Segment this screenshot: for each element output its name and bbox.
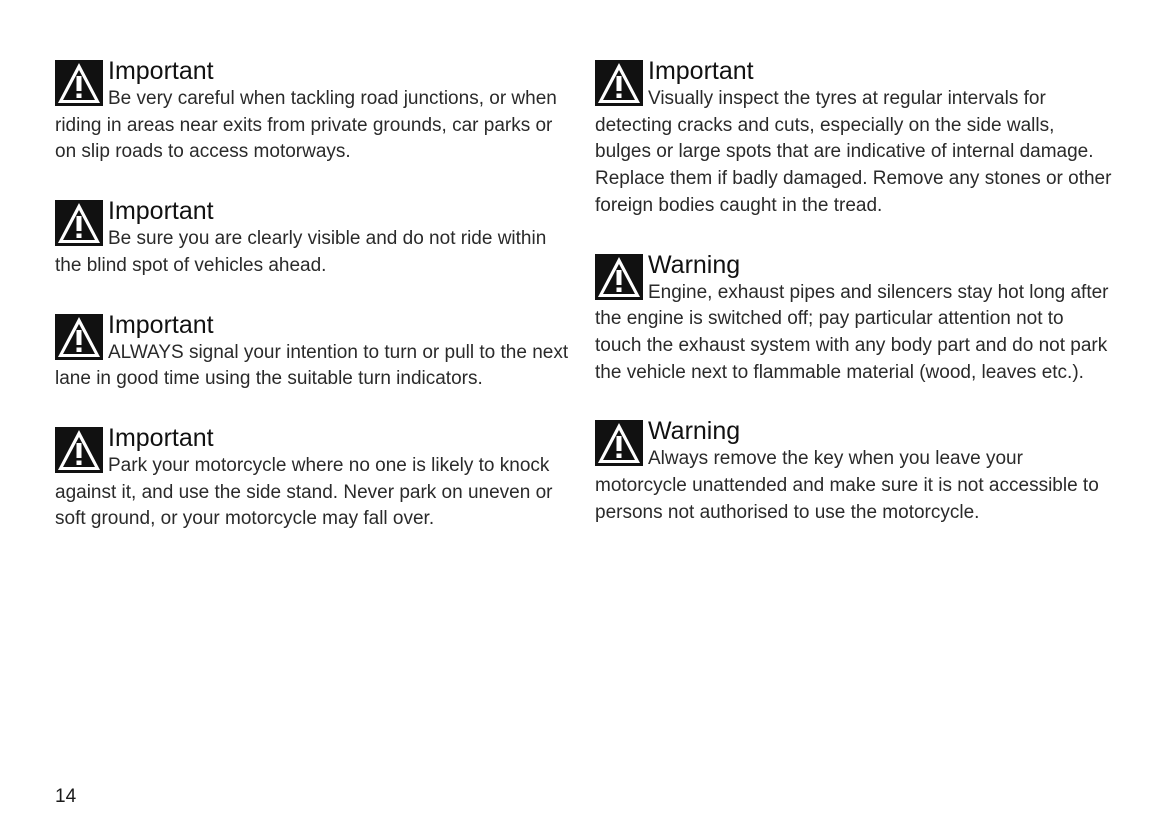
warning-triangle-icon: [595, 60, 643, 106]
notice-right-1: [595, 56, 1115, 220]
notice-heading: Important: [108, 423, 214, 452]
left-column: [55, 56, 575, 563]
page-number: 14: [55, 786, 77, 807]
warning-triangle-icon: [55, 314, 103, 360]
right-column: [595, 56, 1115, 556]
notice-heading: Important: [108, 197, 214, 226]
notice-left-4: [55, 423, 575, 533]
notice-heading: Important: [108, 310, 214, 339]
warning-triangle-icon: [55, 200, 103, 246]
notice-text: Park your motorcycle where no one is likely to knock against it, and use the side stand. Never park on uneven or soft ground, or your motorcycle may fall over.: [55, 454, 553, 530]
notice-heading: Warning: [648, 250, 741, 279]
notice-text: ALWAYS signal your intention to turn or pull to the next lane in good time using the suitable turn indicators.: [55, 341, 569, 390]
notice-right-2: [595, 250, 1115, 387]
warning-triangle-icon: [595, 254, 643, 300]
notice-left-3: [55, 310, 575, 393]
warning-triangle-icon: [55, 60, 103, 106]
notice-heading: Important: [108, 57, 214, 85]
warning-triangle-icon: [55, 427, 103, 473]
notice-left-1: [55, 56, 575, 166]
warning-triangle-icon: [595, 420, 643, 466]
notice-left-2: [55, 196, 575, 279]
notice-heading: Important: [648, 57, 754, 85]
notice-heading: Warning: [648, 417, 741, 446]
notice-right-3: [595, 416, 1115, 526]
notice-text: Be very careful when tackling road junctions, or when riding in areas near exits from private grounds, car parks or on slip roads to access motorways.: [55, 88, 557, 163]
notice-text: Engine, exhaust pipes and silencers stay hot long after the engine is switched off; pay particular attention not to touch the exhaust system with any body part and do not park the vehicle next to flammable material (wood, leaves etc.).: [595, 281, 1109, 383]
notice-text: Visually inspect the tyres at regular intervals for detecting cracks and cuts, especially on the side walls, bulges or large spots that are indicative of internal damage. Replace them if badly damaged. Remove any stones or other foreign bodies caught in the tread.: [595, 88, 1112, 216]
notice-text: Be sure you are clearly visible and do not ride within the blind spot of vehicles ahead.: [55, 228, 547, 276]
notice-text: Always remove the key when you leave your motorcycle unattended and make sure it is not accessible to persons not authorised to use the motorcycle.: [595, 448, 1099, 523]
